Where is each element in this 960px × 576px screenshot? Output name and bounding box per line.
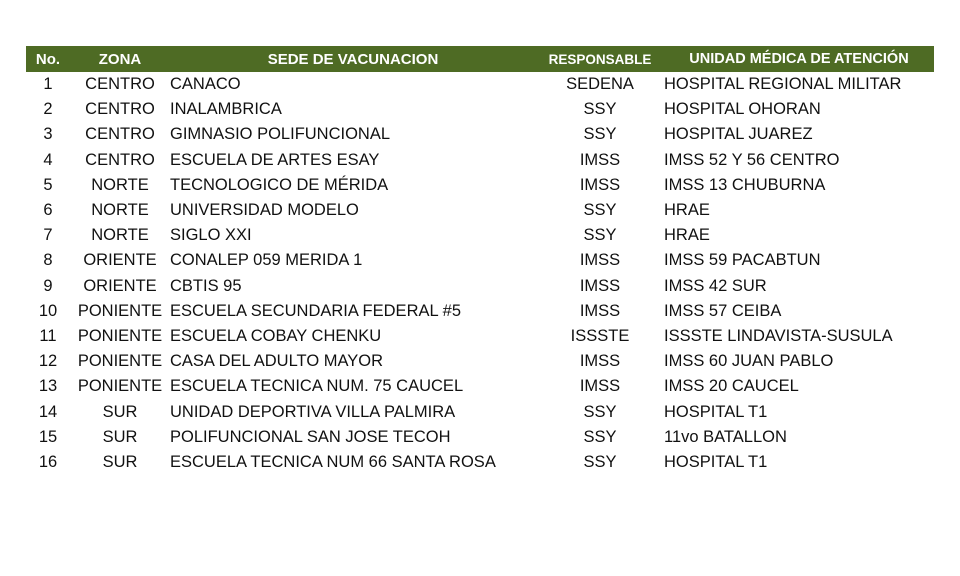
cell-responsable: IMSS bbox=[579, 377, 621, 396]
cell-zona: CENTRO bbox=[85, 75, 155, 94]
cell-responsable: SSY bbox=[583, 226, 617, 245]
cell-unidad: HOSPITAL JUAREZ bbox=[664, 125, 813, 144]
table-row bbox=[26, 349, 934, 374]
cell-no: 10 bbox=[38, 301, 58, 320]
table-row bbox=[26, 450, 934, 475]
cell-zona: PONIENTE bbox=[77, 377, 163, 396]
cell-responsable: IMSS bbox=[579, 150, 621, 169]
cell-responsable: SSY bbox=[583, 452, 617, 471]
cell-responsable: SSY bbox=[583, 427, 617, 446]
cell-responsable: IMSS bbox=[579, 352, 621, 371]
cell-sede: CANACO bbox=[170, 75, 241, 94]
header-zona: ZONA bbox=[98, 50, 142, 68]
table-row bbox=[26, 299, 934, 324]
cell-sede: SIGLO XXI bbox=[170, 226, 252, 245]
cell-responsable: SSY bbox=[583, 125, 617, 144]
cell-no: 9 bbox=[43, 276, 53, 295]
cell-zona: PONIENTE bbox=[77, 352, 163, 371]
header-sede: SEDE DE VACUNACION bbox=[267, 50, 439, 68]
cell-unidad: HOSPITAL T1 bbox=[664, 452, 768, 471]
table-row bbox=[26, 425, 934, 450]
cell-no: 2 bbox=[43, 100, 53, 119]
table-row bbox=[26, 324, 934, 349]
table-row bbox=[26, 223, 934, 248]
cell-unidad: IMSS 52 Y 56 CENTRO bbox=[664, 150, 840, 169]
cell-zona: PONIENTE bbox=[77, 301, 163, 320]
cell-sede: CASA DEL ADULTO MAYOR bbox=[170, 352, 384, 371]
cell-no: 1 bbox=[43, 75, 53, 94]
table-row bbox=[26, 148, 934, 173]
cell-responsable: ISSSTE bbox=[570, 326, 630, 345]
cell-no: 14 bbox=[38, 402, 58, 421]
cell-sede: ESCUELA TECNICA NUM 66 SANTA ROSA bbox=[170, 452, 496, 471]
cell-responsable: IMSS bbox=[579, 175, 621, 194]
cell-unidad: HOSPITAL OHORAN bbox=[664, 100, 821, 119]
cell-responsable: SSY bbox=[583, 100, 617, 119]
cell-unidad: HRAE bbox=[664, 226, 710, 245]
cell-unidad: HOSPITAL T1 bbox=[664, 402, 768, 421]
cell-zona: CENTRO bbox=[85, 100, 155, 119]
cell-no: 13 bbox=[38, 377, 58, 396]
cell-responsable: IMSS bbox=[579, 301, 621, 320]
cell-responsable: SSY bbox=[583, 201, 617, 220]
cell-unidad: HRAE bbox=[664, 201, 710, 220]
cell-unidad: IMSS 59 PACABTUN bbox=[664, 251, 821, 270]
cell-sede: ESCUELA DE ARTES ESAY bbox=[170, 150, 380, 169]
cell-no: 4 bbox=[43, 150, 53, 169]
cell-sede: UNIVERSIDAD MODELO bbox=[170, 201, 359, 220]
header-unidad: UNIDAD MÉDICA DE ATENCIÓN bbox=[689, 51, 909, 67]
cell-zona: CENTRO bbox=[85, 150, 155, 169]
cell-unidad: IMSS 20 CAUCEL bbox=[664, 377, 799, 396]
table-row bbox=[26, 248, 934, 273]
cell-unidad: IMSS 13 CHUBURNA bbox=[664, 175, 826, 194]
table-row bbox=[26, 374, 934, 399]
cell-zona: SUR bbox=[102, 427, 138, 446]
cell-unidad: IMSS 60 JUAN PABLO bbox=[664, 352, 834, 371]
table-row bbox=[26, 122, 934, 147]
cell-unidad: HOSPITAL REGIONAL MILITAR bbox=[664, 75, 902, 94]
header-no: No. bbox=[35, 50, 61, 68]
cell-no: 5 bbox=[43, 175, 53, 194]
cell-zona: NORTE bbox=[91, 226, 149, 245]
cell-no: 3 bbox=[43, 125, 53, 144]
cell-responsable: IMSS bbox=[579, 251, 621, 270]
table-body bbox=[26, 72, 934, 475]
cell-zona: NORTE bbox=[91, 175, 149, 194]
cell-zona: ORIENTE bbox=[83, 251, 157, 270]
table-header-row bbox=[26, 46, 934, 72]
cell-no: 16 bbox=[38, 452, 58, 471]
cell-responsable: SEDENA bbox=[566, 75, 634, 94]
cell-responsable: IMSS bbox=[579, 276, 621, 295]
cell-zona: CENTRO bbox=[85, 125, 155, 144]
table-row bbox=[26, 399, 934, 424]
header-responsable: RESPONSABLE bbox=[548, 51, 652, 67]
cell-zona: SUR bbox=[102, 452, 138, 471]
cell-sede: ESCUELA SECUNDARIA FEDERAL #5 bbox=[170, 301, 461, 320]
table-row bbox=[26, 97, 934, 122]
table-row bbox=[26, 72, 934, 97]
cell-no: 15 bbox=[38, 427, 58, 446]
cell-no: 6 bbox=[43, 201, 53, 220]
cell-zona: SUR bbox=[102, 402, 138, 421]
cell-sede: INALAMBRICA bbox=[170, 100, 282, 119]
cell-unidad: ISSSTE LINDAVISTA-SUSULA bbox=[664, 326, 893, 345]
cell-zona: ORIENTE bbox=[83, 276, 157, 295]
table-row bbox=[26, 274, 934, 299]
cell-no: 12 bbox=[38, 352, 58, 371]
cell-sede: UNIDAD DEPORTIVA VILLA PALMIRA bbox=[170, 402, 456, 421]
cell-sede: ESCUELA TECNICA NUM. 75 CAUCEL bbox=[170, 377, 464, 396]
cell-unidad: IMSS 57 CEIBA bbox=[664, 301, 782, 320]
cell-sede: GIMNASIO POLIFUNCIONAL bbox=[170, 125, 391, 144]
cell-sede: POLIFUNCIONAL SAN JOSE TECOH bbox=[170, 427, 451, 446]
cell-sede: CONALEP 059 MERIDA 1 bbox=[170, 251, 363, 270]
table-row bbox=[26, 198, 934, 223]
table-row bbox=[26, 173, 934, 198]
cell-no: 7 bbox=[43, 226, 53, 245]
cell-sede: ESCUELA COBAY CHENKU bbox=[170, 326, 382, 345]
cell-no: 11 bbox=[39, 326, 57, 345]
cell-responsable: SSY bbox=[583, 402, 617, 421]
cell-sede: CBTIS 95 bbox=[170, 276, 242, 295]
cell-unidad: 11vo BATALLON bbox=[664, 427, 787, 446]
cell-no: 8 bbox=[43, 251, 53, 270]
cell-unidad: IMSS 42 SUR bbox=[664, 276, 767, 295]
cell-zona: PONIENTE bbox=[77, 326, 163, 345]
vaccination-sites-table bbox=[26, 46, 934, 475]
cell-sede: TECNOLOGICO DE MÉRIDA bbox=[170, 175, 389, 194]
cell-zona: NORTE bbox=[91, 201, 149, 220]
